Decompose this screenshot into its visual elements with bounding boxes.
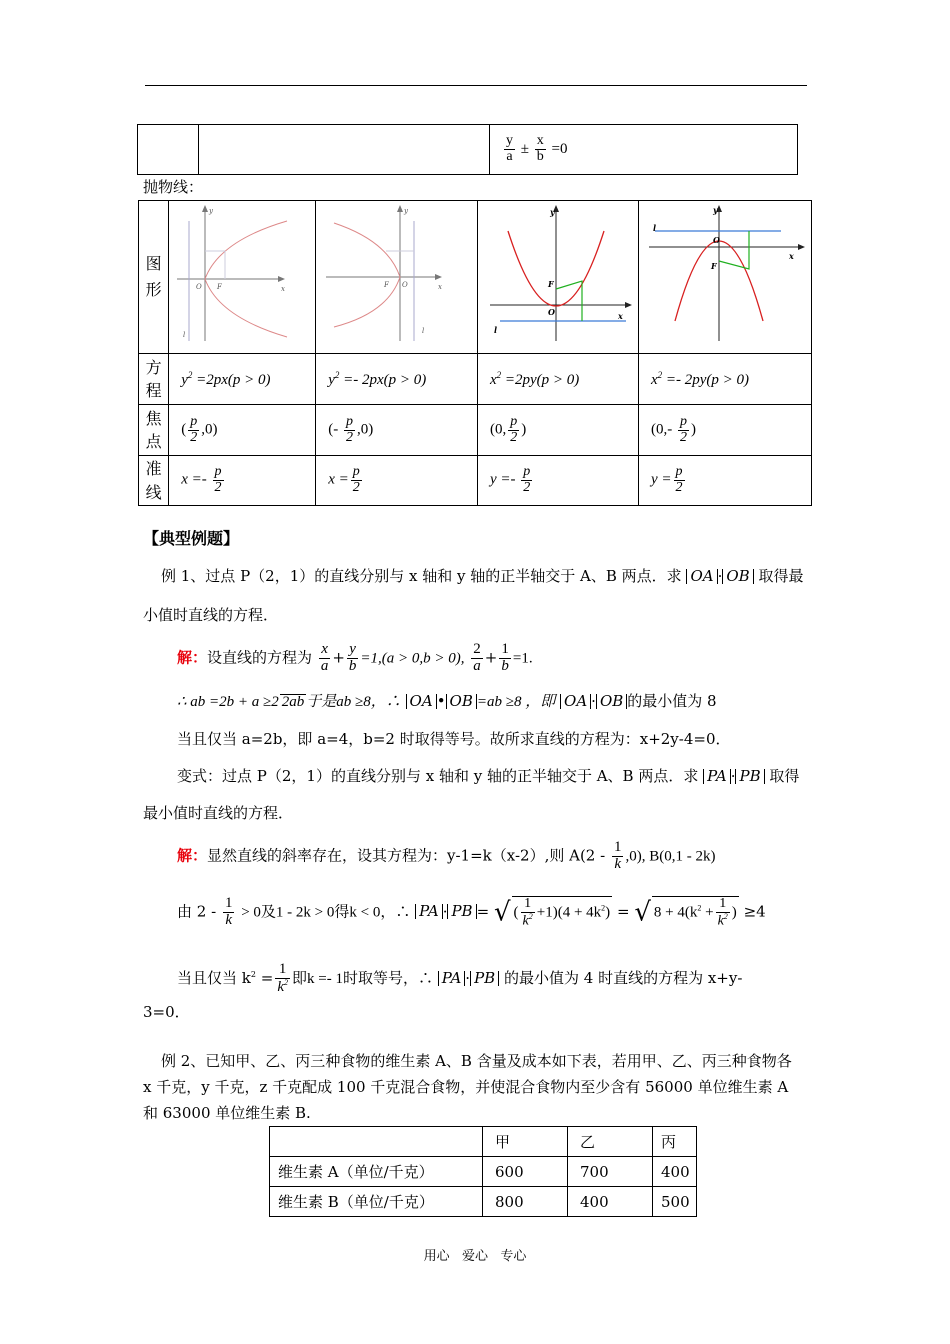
sol2-a: ∴ ab =2b + a ≥2 [177,694,279,710]
asymptote-cell [490,125,798,175]
solution-label: 解： [177,648,208,667]
frac-num: p [679,413,687,429]
directrix-cell-3 [477,456,638,506]
hyperbola-table-fragment [137,124,798,175]
variant-sol3: 当且仅当 $k^2$ = $\frac{1}{k^2}$ 即k =- 1时取等号，∴ PA · PB 的最小值为 4 时直线的方程为 x+y- [177,961,743,995]
table-cell: 维生素 B（单位/千克） [270,1187,483,1217]
frac-den: b [536,149,544,164]
focus-post: ,0) [356,421,374,438]
row-label-equation [139,354,169,405]
x-label: x [617,311,623,321]
variant-sol1: 解：显然直线的斜率存在，设其方程为：y-1=k（x-2）,则 A(2 - $\frac{1}{k}$ ,0), B(0,1 - 2k) [177,839,716,872]
ex1-line1 [161,569,804,584]
eq-exp: 2 [657,369,663,380]
o-label: O [547,307,555,317]
sq1a: ( [513,904,519,921]
sol2-b: 于是ab ≥8，∴ [306,694,401,710]
eq-exp: 2 [187,369,193,380]
vsol-tail: ,0), B(0,1 - 2k) [625,848,716,865]
l-label: l [652,223,657,233]
abs-pa: PA [703,769,731,784]
eq-rhs: =2py(p > 0) [504,371,580,388]
f-label: F [217,283,223,291]
frac-den: 2 [214,480,222,495]
abs-pa: PA [415,904,443,919]
f-label: F [547,279,554,289]
dir-pre: x =- [181,471,211,488]
label-char: 图 [145,254,162,274]
dir-pre: y =- [489,471,520,488]
graph-cell-4 [638,201,811,354]
asymptote-equation [502,133,568,164]
sq2a: 8 + 4(k [653,904,698,921]
y-label: y [712,205,718,215]
sol-cond: =1,(a > 0,b > 0), [360,650,465,667]
frac-num: p [345,413,353,429]
sqrt-expr-1: ( $\frac{1}{k^2}$ $+1)(4 + 4k^2)$ [513,896,611,929]
sol-eq: =1. [512,650,533,667]
graph-up-opening [478,201,638,349]
equation-cell-1 [169,354,316,405]
l-label: l [183,331,186,339]
ex1-tail: 取得最 [758,567,804,585]
sq1c: ) [605,904,611,921]
abs-ob: OB [722,569,753,584]
y-label: y [209,207,214,215]
eq-lhs: x [489,371,497,388]
eq-rhs: =- 2px(p > 0) [343,371,427,388]
frac-den: 2 [510,429,518,445]
ex1-sol3: 当且仅当 a=2b，即 a=4，b=2 时取得等号。故所求直线的方程为：x+2y-4=0． [177,730,731,748]
graph-left-opening [316,201,476,349]
directrix-cell-1 [169,456,316,506]
cell-empty-2 [199,125,490,175]
frac-num: p [214,464,222,480]
abs-oa: OA [560,694,591,709]
frac-num: p [523,464,531,480]
eq-lhs: y [181,371,188,388]
parabola-label: 抛物线： [143,178,204,196]
focus-pre: ( [181,421,187,438]
label-char: 准 [145,459,162,479]
o-label: O [712,235,720,245]
eq-rhs: =0 [551,140,568,157]
abs-ob: OB [596,694,627,709]
focus-pre: (0,- [650,421,676,438]
vsol2-e: ≥4 [743,902,766,921]
graph-cell-1 [169,201,316,354]
y-label: y [549,207,555,217]
ex2-line3: 和 63000 单位维生素 B. [143,1104,311,1122]
ex2-line2: x 千克，y 千克，z 千克配成 100 千克混合食物，并使混合食物内至少含有 56000 单位维生素 A [143,1078,789,1096]
header-cell: 甲 [483,1127,568,1157]
dot: · [442,902,448,921]
focus-cell-3 [477,405,638,456]
eq-sign: = [476,902,490,921]
dot: · [465,968,471,987]
frac-den: 2 [352,480,360,495]
frac-den: 2 [523,480,531,495]
eq-lhs: y [328,371,335,388]
header-cell: 丙 [653,1127,697,1157]
cell-empty-1 [138,125,199,175]
focus-post: ,0) [201,421,218,438]
row-label-focus [139,405,169,456]
dot: · [730,767,736,785]
l-label: l [422,327,425,335]
x-axis-arrow [278,276,285,282]
o-label: O [196,283,202,291]
frac-num: y [506,133,513,149]
x-label: x [788,251,794,261]
sqrt-radical-icon: √ [493,897,511,928]
label-char: 方 [145,357,162,377]
abs-oa: OA [406,694,437,709]
label-char: 线 [145,482,162,502]
x-axis-arrow [798,244,805,250]
sq1b: +1)(4 + 4k [536,904,602,921]
sqrt-2ab: 2ab [281,694,305,710]
dir-pre: y = [650,471,672,488]
vsol-text: 显然直线的斜率存在，设其方程为：y-1=k（x-2）,则 A(2 - [207,846,606,865]
table-cell: 400 [653,1157,697,1187]
label-char: 点 [145,432,162,451]
directrix-cell-2 [316,456,478,506]
sol2-e: 的最小值为 8 [627,692,717,710]
x-label: x [438,283,443,291]
equation-cell-2 [316,354,478,405]
bullet: • [436,692,446,710]
dir-pre: x = [328,471,349,488]
f-label: F [710,261,717,271]
variant-tail: 取得 [769,767,800,785]
eq-exp: 2 [496,369,502,380]
header-cell: 乙 [568,1127,653,1157]
pm-sign: ± [520,140,529,157]
ex2-line1: 例 2、已知甲、乙、丙三种食物的维生素 A、B 含量及成本如下表，若用甲、乙、丙三种食物各 [161,1052,792,1070]
dot: · [591,692,596,710]
y-label: y [404,207,409,215]
frac-num: p [510,413,518,429]
vitamin-table [269,1126,697,1217]
ex1-sol1: 解：设直线的方程为 $\frac{x}{a}$ + $\frac{y}{b}$ =1,(a > 0,b > 0), $\frac{2}{a}$ + $\frac{1}{b}$ =1. [177,641,533,674]
eq-lhs: x [650,371,658,388]
focus-post: ) [521,421,527,438]
y-axis-arrow [397,205,403,212]
x-label: x [281,285,286,293]
variant-line1 [177,769,799,784]
table-cell: 600 [483,1157,568,1187]
graph-down-opening [639,201,811,349]
abs-pb: PB [735,769,764,784]
variant-sol4: 3=0． [143,1003,190,1021]
solution-label: 解： [177,846,208,865]
focus-pre: (- [328,421,342,438]
ex1-text: 例 1、过点 P（2，1）的直线分别与 x 轴和 y 轴的正半轴交于 A、B 两点．求 [161,567,682,585]
header-cell [270,1127,483,1157]
o-label: O [402,281,408,289]
abs-oa: OA [686,569,717,584]
frac-den: 2 [675,480,683,495]
abs-ob: OB [446,694,477,709]
y-axis-arrow [202,205,208,212]
vsol3-a: 当且仅当 k [177,968,251,987]
frac-num: p [190,413,198,429]
eq-rhs: =- 2py(p > 0) [665,371,750,388]
frac-den: 2 [345,429,353,445]
focus-post: ) [690,421,696,438]
frac-num: p [352,464,360,480]
focus-pre: (0, [489,421,507,438]
equation-cell-4 [638,354,811,405]
frac-num: p [675,464,683,480]
vsol2-a: 由 2 - [177,902,217,921]
x-axis-arrow [435,274,442,280]
frac-den: a [506,149,513,164]
abs-pa: PA [438,971,466,986]
graph-right-opening [169,201,315,349]
footer: 用心 爱心 专心 [423,1249,527,1264]
table-cell: 维生素 A（单位/千克） [270,1157,483,1187]
table-cell: 700 [568,1157,653,1187]
sqrt-expr-2: $8 + 4(k^2$ + $\frac{1}{k^2}$ ) [653,896,737,929]
focus-cell-1 [169,405,316,456]
header-rule [145,85,807,86]
abs-pb: PB [447,904,476,919]
row-label-directrix [139,456,169,506]
sq2b: + [701,904,714,921]
frac-den: 2 [190,429,198,445]
focus-cell-4 [638,405,811,456]
parabola-table [138,200,812,506]
dot: · [717,567,723,585]
f-label: F [384,281,390,289]
directrix-cell-4 [638,456,811,506]
sol-text: 设直线的方程为 [207,648,313,667]
frac-num: x [536,133,544,149]
sq2c: ) [731,904,737,921]
eq-sign: = [260,968,274,987]
row-label-graph [139,201,169,354]
vsol2-b: > 0及1 - 2k > 0得k < 0，∴ [241,904,411,921]
variant-text: 变式：过点 P（2，1）的直线分别与 x 轴和 y 轴的正半轴交于 A、B 两点．求 [177,767,699,785]
x-axis-arrow [625,302,632,308]
ex1-sol2 [177,694,717,710]
graph-cell-3 [477,201,638,354]
section-title: 【典型例题】 [143,529,240,548]
vsol3-c: 即k =- 1时取等号，∴ [291,970,433,987]
label-char: 形 [145,280,162,299]
table-cell: 500 [653,1187,697,1217]
label-char: 焦 [145,408,162,428]
sol2-d: =ab ≥8 ，即 [476,694,556,710]
variant-line2: 最小值时直线的方程． [143,804,294,822]
parabola-curve [334,223,400,327]
eq-sign: = [616,902,630,921]
graph-cell-2 [316,201,478,354]
label-char: 程 [145,381,162,400]
variant-sol2: 由 2 - $\frac{1}{k}$ > 0及1 - 2k > 0得k < 0，∴ PA · PB = √ ( $\frac{1}{k^2}$ $+1)(4 + 4k^2)$ = √ $8 + 4(k^2$ + $\frac{1}{k^2}$ ) ≥4 [177,895,766,929]
vsol3-d: 的最小值为 4 时直线的方程为 x+y- [503,968,743,987]
table-cell: 800 [483,1187,568,1217]
l-label: l [493,325,498,335]
focus-cell-2 [316,405,478,456]
equation-cell-3 [477,354,638,405]
sqrt-radical-icon: √ [634,897,651,928]
ex1-line2: 小值时直线的方程． [143,606,279,624]
eq-exp: 2 [334,369,340,380]
frac-den: 2 [679,429,687,445]
table-cell: 400 [568,1187,653,1217]
abs-pb: PB [470,971,499,986]
eq-rhs: =2px(p > 0) [196,371,271,388]
